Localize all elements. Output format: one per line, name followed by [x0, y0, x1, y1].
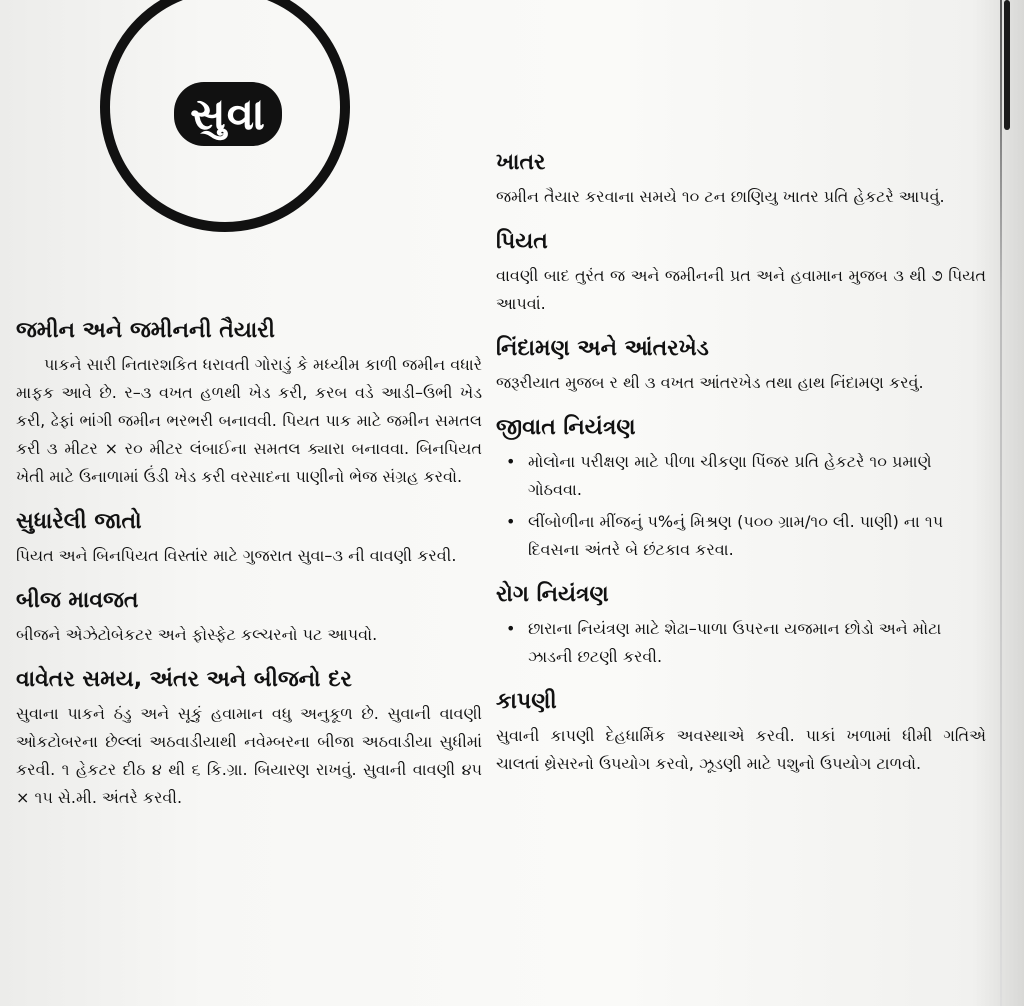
section-heading: ખાતર — [496, 150, 546, 175]
section-heading: પિયત — [496, 229, 548, 254]
section-pest-control — [496, 415, 986, 564]
section-sowing — [16, 667, 482, 812]
list-item-text: લીંબોળીના મીંજનું પ%નું મિશ્રણ (પ૦૦ ગ્રામ/૧૦ લી. પાણી) ના ૧પ દિવસના અંતરે બે છંટકાવ કરવા. — [528, 512, 944, 559]
section-text: પિયત અને બિનપિયત વિસ્તાંર માટે ગુજરાત સુવા–૩ ની વાવણી કરવી. — [16, 546, 457, 565]
section-heading: સુધારેલી જાતો — [16, 509, 142, 534]
section-text: વાવણી બાદ તુરંત જ અને જમીનની પ્રત અને હવામાન મુજબ ૩ થી ૭ પિયત આપવાં. — [496, 266, 986, 313]
section-manure — [496, 150, 986, 211]
pest-control-list — [496, 448, 986, 564]
section-weeding — [496, 336, 986, 397]
section-heading: જીવાત નિયંત્રણ — [496, 415, 636, 440]
section-heading: વાવેતર સમય, અંતર અને બીજનો દર — [16, 667, 352, 692]
list-item — [506, 615, 986, 671]
section-text: જરૂરીયાત મુજબ ર થી ૩ વખત આંતરખેડ તથા હાથ નિંદામણ કરવું. — [496, 373, 924, 392]
section-seed-treatment — [16, 588, 482, 649]
bullet-icon: • — [506, 512, 516, 531]
right-column — [496, 150, 986, 796]
section-improved-varieties — [16, 509, 482, 570]
section-disease-control — [496, 582, 986, 671]
section-heading: નિંદામણ અને આંતરખેડ — [496, 336, 709, 361]
page-title: સુવા — [190, 88, 266, 140]
bullet-icon: • — [506, 619, 516, 638]
list-item-text: છારાના નિયંત્રણ માટે શેઢા–પાળા ઉપરના યજમાન છોડો અને મોટા ઝાડની છટણી કરવી. — [528, 619, 942, 666]
list-item-text: મોલોના પરીક્ષણ માટે પીળા ચીકણા પિંજર પ્રતિ હેકટરે ૧૦ પ્રમાણે ગોઠવવા. — [528, 452, 932, 499]
list-item — [506, 508, 986, 564]
section-text: સુવાના પાકને ઠંડુ અને સૂકું હવામાન વધુ અનુકૂળ છે. સુવાની વાવણી ઓકટોબરના છેલ્લાં અઠવાડીયાથી નવેમ્બરના બીજા અઠવાડીયા સુધીમાં કરવી. ૧ હેકટર દીઠ ૪ થી ૬ કિ.ગ્રા. બિયારણ રાખવું. સુવાની વાવણી ૪૫ × ૧૫ સે.મી. અંતરે કરવી. — [16, 704, 482, 807]
list-item — [506, 448, 986, 504]
section-text: સુવાની કાપણી દેહધાર્મિક અવસ્થાએ કરવી. પાકાં ખળામાં ધીમી ગતિએ ચાલતાં થ્રેસરનો ઉપયોગ કરવો, ઝૂડણી માટે પશુનો ઉપયોગ ટાળવો. — [496, 726, 986, 773]
disease-control-list — [496, 615, 986, 671]
section-heading: કાપણી — [496, 689, 557, 714]
section-heading: જમીન અને જમીનની તૈયારી — [16, 318, 275, 343]
section-heading: રોગ નિયંત્રણ — [496, 582, 609, 607]
section-harvesting — [496, 689, 986, 778]
book-spine-mark — [1004, 0, 1010, 130]
left-column — [16, 318, 482, 830]
bullet-icon: • — [506, 452, 516, 471]
page-fold-shadow — [1000, 0, 1002, 1006]
section-text: પાકને સારી નિતારશકિત ધરાવતી ગોરાડું કે મધ્યીમ કાળી જમીન વધારે માફક આવે છે. ર–૩ વખત હળથી ખેડ કરી, કરબ વડે આડી–ઉભી ખેડ કરી, ઢેફાં ભાંગી જમીન ભરભરી બનાવવી. પિયત પાક માટે જમીન સમતલ કરી ૩ મીટર × ર૦ મીટર લંબાઈના સમતલ ક્યારા બનાવવા. બિનપિયત ખેતી માટે ઉનાળામાં ઉંડી ખેડ કરી વરસાદના પાણીનો ભેજ સંગ્રહ કરવો. — [16, 355, 482, 486]
section-irrigation — [496, 229, 986, 318]
section-text: બીજને એઝેટોબેકટર અને ફોસ્ફેટ કલ્ચરનો પટ આપવો. — [16, 625, 378, 644]
section-land-preparation — [16, 318, 482, 491]
section-text: જમીન તૈયાર કરવાના સમયે ૧૦ ટન છાણિયુ ખાતર પ્રતિ હેકટરે આપવું. — [496, 187, 945, 206]
section-heading: બીજ માવજત — [16, 588, 139, 613]
title-badge — [174, 82, 282, 146]
